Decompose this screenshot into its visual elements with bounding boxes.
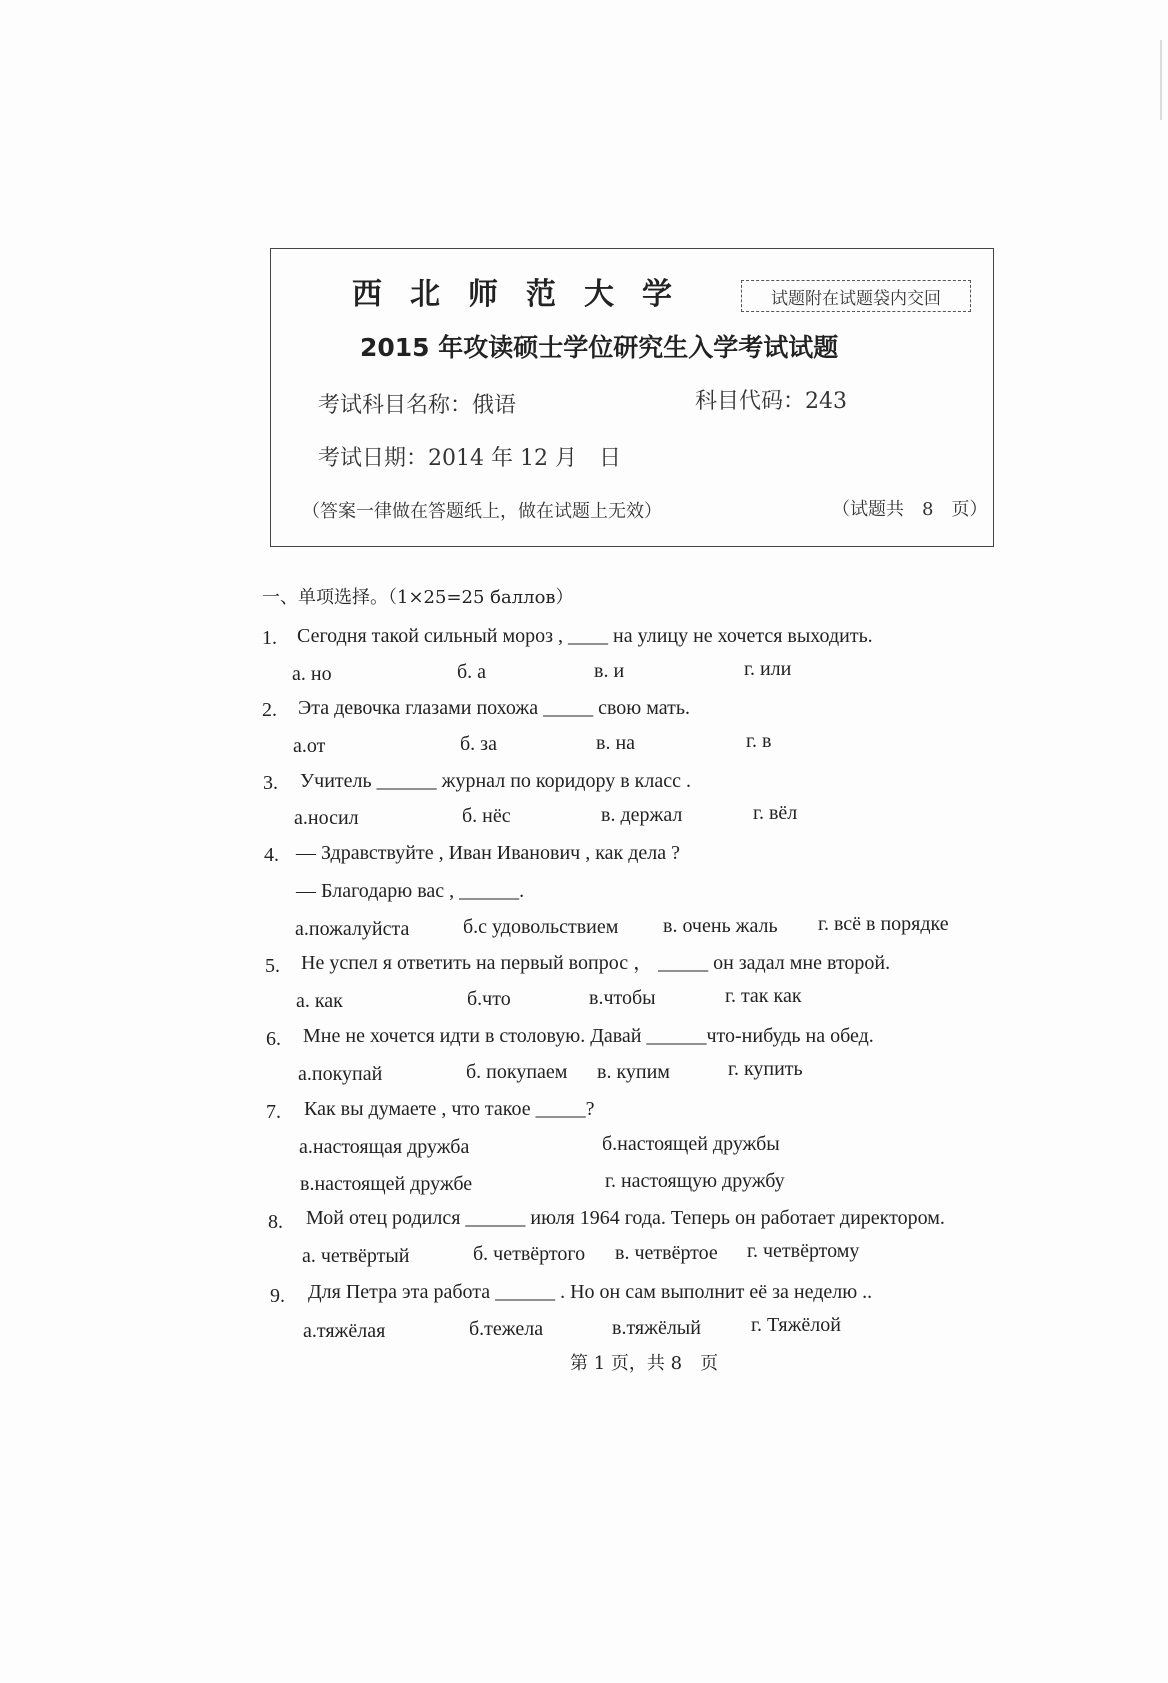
page-footer: 第 1 页，共 8 页 xyxy=(570,1353,719,1374)
question-text: Учитель ______ журнал по коридору в класс . xyxy=(300,770,691,792)
question-text: Не успел я ответить на первый вопрос ， _____ он задал мне второй. xyxy=(301,952,891,974)
option-c: в. на xyxy=(596,732,636,754)
question-number: 4. xyxy=(264,844,279,866)
question-number: 5. xyxy=(265,955,280,977)
option-a: а.от xyxy=(293,735,326,757)
subject-code: 科目代码：243 xyxy=(695,389,847,414)
question-number: 8. xyxy=(268,1211,283,1233)
option-b: б. четвёртого xyxy=(473,1243,586,1265)
exam-title: 2015 年攻读硕士学位研究生入学考试试题 xyxy=(360,333,839,362)
option-c: в. четвёртое xyxy=(615,1242,718,1264)
option-d: г. всё в порядке xyxy=(818,913,949,935)
option-a: а.настоящая дружба xyxy=(299,1136,470,1158)
option-a: а.носил xyxy=(294,807,359,829)
option-c: в. держал xyxy=(601,804,683,826)
page-count: （试题共 8 页） xyxy=(832,499,988,520)
option-a: а.покупай xyxy=(298,1063,383,1085)
scan-edge xyxy=(1160,40,1162,120)
question-text: — Благодарю вас , ______. xyxy=(296,880,525,902)
option-b: б.с удовольствием xyxy=(463,916,619,938)
subject-name: 考试科目名称：俄语 xyxy=(318,393,517,418)
exam-date: 考试日期：2014 年 12 月 日 xyxy=(318,446,621,471)
option-b: б. а xyxy=(457,661,487,683)
option-d: г. в xyxy=(746,730,772,752)
option-b: б.тежела xyxy=(469,1318,544,1340)
option-c: в.чтобы xyxy=(589,987,656,1009)
question-text: Мой отец родился ______ июля 1964 года. Теперь он работает директором. xyxy=(306,1207,945,1229)
question-text: Для Петра эта работа ______ . Но он сам выполнит её за неделю .. xyxy=(308,1281,873,1303)
option-c: в.настоящей дружбе xyxy=(300,1173,473,1195)
option-c: в. очень жаль xyxy=(663,915,778,937)
option-d: г. так как xyxy=(725,985,802,1007)
option-a: а. четвёртый xyxy=(302,1245,410,1267)
return-notice-stamp: 试题附在试题袋内交回 xyxy=(741,280,971,312)
question-number: 7. xyxy=(266,1101,281,1123)
option-c: в.тяжёлый xyxy=(612,1317,701,1339)
option-a: а. но xyxy=(292,663,332,685)
question-text: Сегодня такой сильный мороз , ____ на улицу не хочется выходить. xyxy=(297,625,873,647)
option-d: г. вёл xyxy=(753,802,798,824)
option-b: б. нёс xyxy=(462,805,511,827)
option-c: в. и xyxy=(594,660,625,682)
question-number: 3. xyxy=(263,772,278,794)
option-a: а. как xyxy=(296,990,343,1012)
question-text: Как вы думаете , что такое _____? xyxy=(304,1098,595,1120)
option-a: а.тяжёлая xyxy=(303,1320,386,1342)
option-d: г. четвёртому xyxy=(747,1240,860,1262)
option-b: б. за xyxy=(460,733,497,755)
question-text: Эта девочка глазами похожа _____ свою мать. xyxy=(298,697,690,719)
question-text: Мне не хочется идти в столовую. Давай ______что-нибудь на обед. xyxy=(303,1025,874,1047)
university-name: 西北师范大学 xyxy=(352,277,700,312)
answer-note: （答案一律做在答题纸上，做在试题上无效） xyxy=(302,501,662,522)
section-heading: 一、单项选择。（1×25=25 баллов） xyxy=(262,587,574,608)
question-number: 1. xyxy=(262,627,277,649)
question-number: 6. xyxy=(266,1028,281,1050)
question-number: 9. xyxy=(270,1285,285,1307)
option-d: г. настоящую дружбу xyxy=(605,1170,785,1192)
option-d: г. или xyxy=(744,658,792,680)
option-b: б.настоящей дружбы xyxy=(602,1133,780,1155)
question-text: — Здравствуйте , Иван Иванович , как дела ? xyxy=(296,842,681,864)
option-a: а.пожалуйста xyxy=(295,918,410,940)
question-number: 2. xyxy=(262,699,277,721)
option-d: г. Тяжёлой xyxy=(751,1314,841,1336)
option-b: б. покупаем xyxy=(466,1061,568,1083)
option-d: г. купить xyxy=(728,1058,803,1080)
option-c: в. купим xyxy=(597,1061,670,1083)
option-b: б.что xyxy=(467,988,511,1010)
